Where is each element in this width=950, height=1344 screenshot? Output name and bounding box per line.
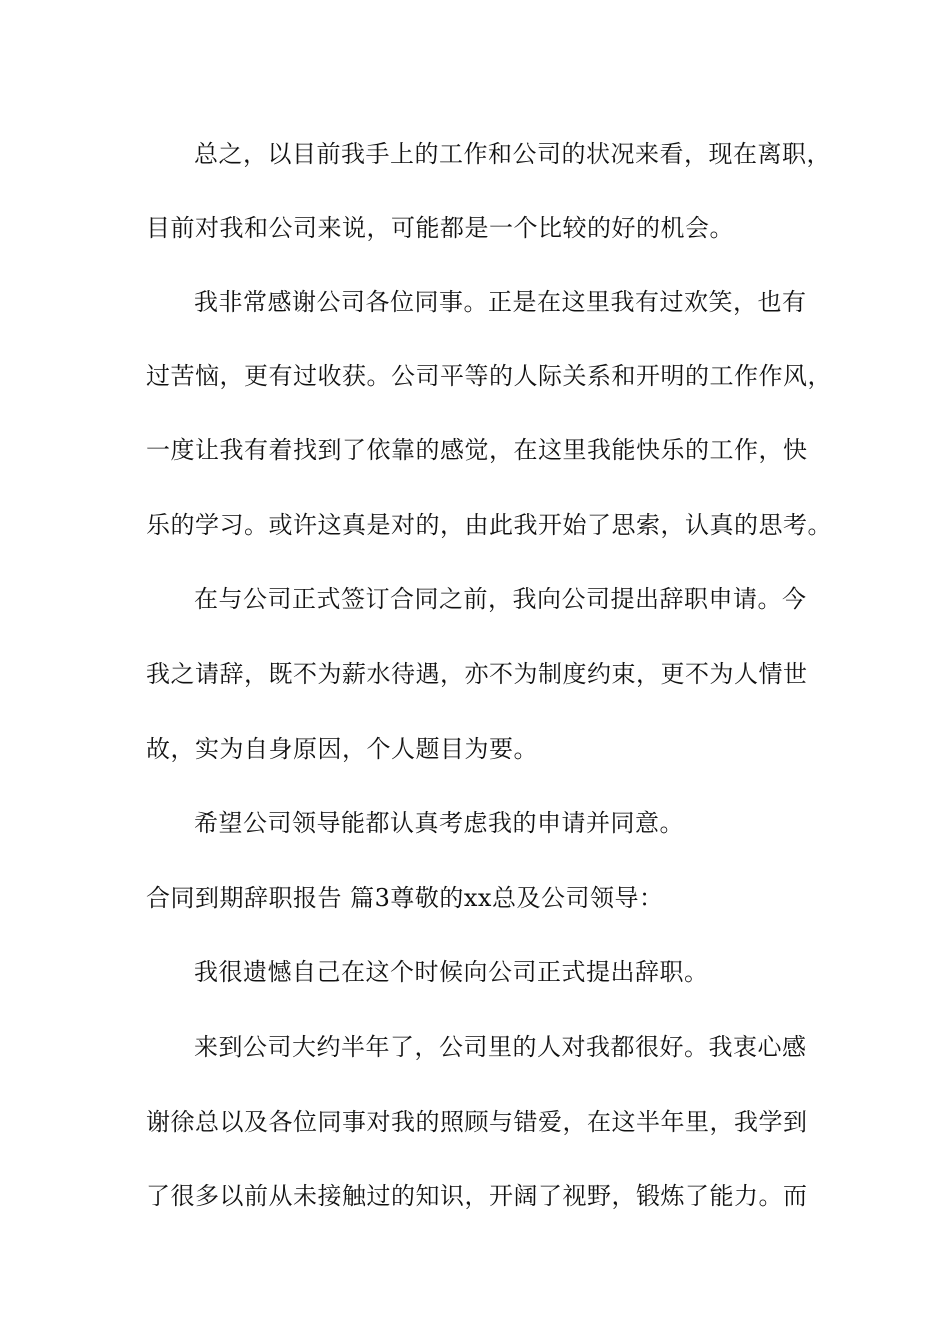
paragraph-line: 我之请辞，既不为薪水待遇，亦不为制度约束，更不为人情世 [146, 660, 808, 688]
paragraph-line: 谢徐总以及各位同事对我的照顾与错爱，在这半年里，我学到 [146, 1108, 808, 1136]
paragraph-line: 了很多以前从未接触过的知识，开阔了视野，锻炼了能力。而 [146, 1182, 808, 1210]
paragraph-line: 我非常感谢公司各位同事。正是在这里我有过欢笑，也有 [194, 288, 807, 316]
paragraph-line: 过苦恼，更有过收获。公司平等的人际关系和开明的工作作风， [146, 362, 832, 390]
paragraph-line: 来到公司大约半年了，公司里的人对我都很好。我衷心感 [194, 1033, 807, 1061]
paragraph-line: 我很遗憾自己在这个时候向公司正式提出辞职。 [194, 958, 709, 986]
paragraph-line: 在与公司正式签订合同之前，我向公司提出辞职申请。今 [194, 585, 807, 613]
paragraph-line: 希望公司领导能都认真考虑我的申请并同意。 [194, 809, 684, 837]
paragraph-line: 乐的学习。或许这真是对的，由此我开始了思索，认真的思考。 [146, 511, 832, 539]
paragraph-line: 故，实为自身原因，个人题目为要。 [146, 735, 538, 763]
section-heading: 合同到期辞职报告 篇3尊敬的xx总及公司领导： [146, 884, 664, 912]
paragraph-line: 总之，以目前我手上的工作和公司的状况来看，现在离职， [194, 140, 831, 168]
paragraph-line: 目前对我和公司来说，可能都是一个比较的好的机会。 [146, 214, 734, 242]
paragraph-line: 一度让我有着找到了依靠的感觉，在这里我能快乐的工作，快 [146, 436, 808, 464]
